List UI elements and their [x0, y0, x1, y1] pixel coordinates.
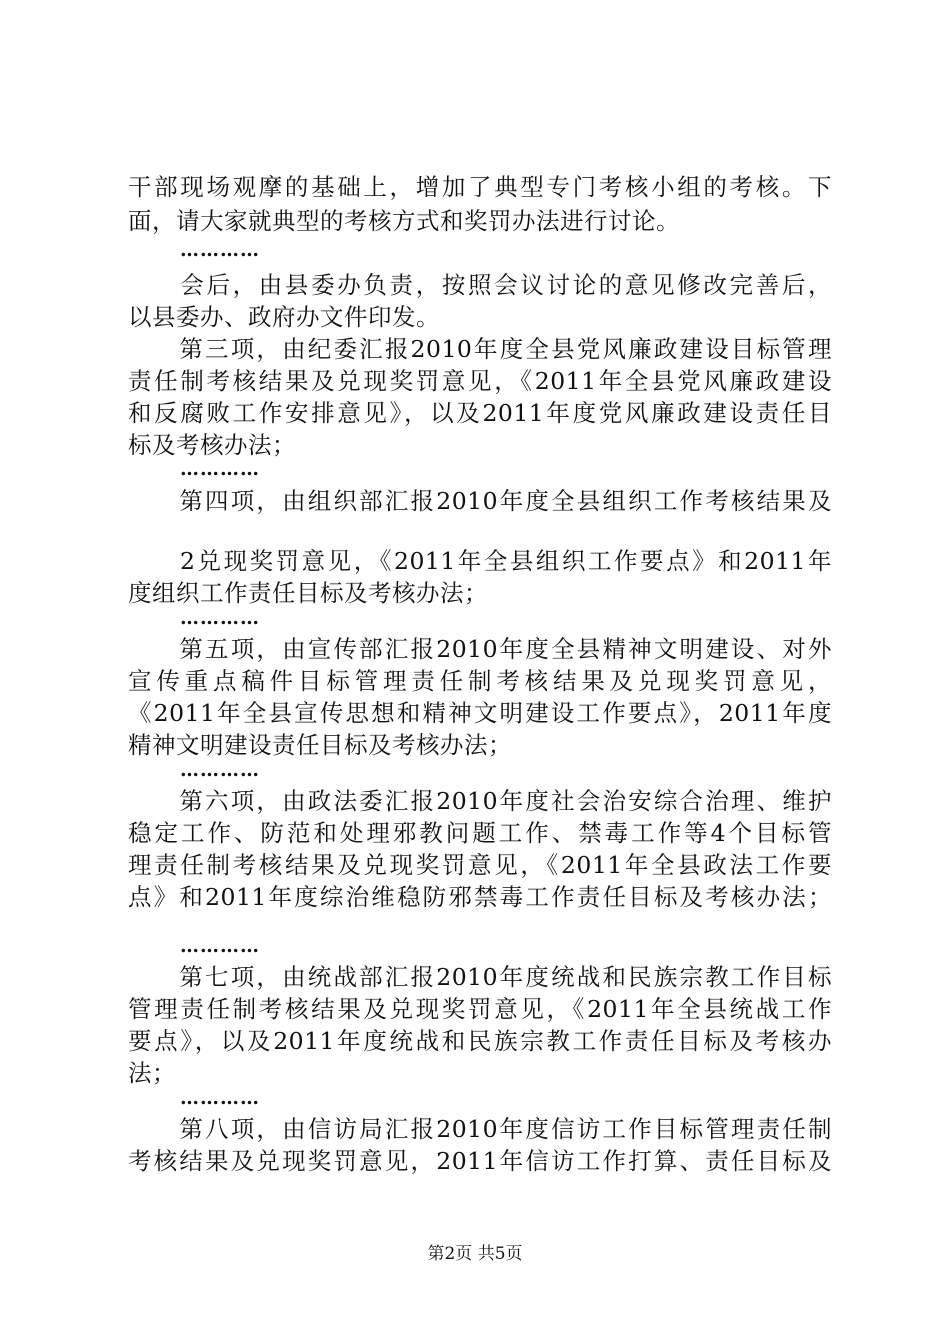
text-line: 第七项，由统战部汇报2010年度统战和民族宗教工作目标 — [128, 963, 832, 991]
text-line: 要点》，以及2011年度统战和民族宗教工作责任目标及考核办 — [128, 1027, 832, 1055]
text-line: 第五项，由宣传部汇报2010年度全县精神文明建设、对外 — [128, 635, 832, 663]
page-footer: 第2页 共5页 — [427, 1244, 523, 1264]
ellipsis-separator: ………… — [180, 458, 260, 480]
text-line: 理责任制考核结果及兑现奖罚意见，《2011年全县政法工作要 — [128, 851, 832, 879]
text-line: 第四项，由组织部汇报2010年度全县组织工作考核结果及 — [128, 487, 832, 515]
text-line: 管理责任制考核结果及兑现奖罚意见，《2011年全县统战工作 — [128, 995, 832, 1023]
text-line: 责任制考核结果及兑现奖罚意见，《2011年全县党风廉政建设 — [128, 367, 832, 395]
text-line: 以县委办、政府办文件印发。 — [128, 303, 440, 331]
text-line: 2兑现奖罚意见，《2011年全县组织工作要点》和2011年 — [128, 547, 832, 575]
text-line: 稳定工作、防范和处理邪教问题工作、禁毒工作等4个目标管 — [128, 819, 832, 847]
text-line: 宣传重点稿件目标管理责任制考核结果及兑现奖罚意见， — [128, 667, 832, 695]
text-line: 考核结果及兑现奖罚意见，2011年信访工作打算、责任目标及 — [128, 1147, 832, 1175]
text-line: 度组织工作责任目标及考核办法； — [128, 579, 488, 607]
text-line: 法； — [128, 1059, 176, 1087]
text-line: 点》和2011年度综治维稳防邪禁毒工作责任目标及考核办法； — [128, 883, 832, 911]
text-line: 精神文明建设责任目标及考核办法； — [128, 731, 512, 759]
text-line: 《2011年全县宣传思想和精神文明建设工作要点》，2011年度 — [128, 699, 832, 727]
text-line: 第三项，由纪委汇报2010年度全县党风廉政建设目标管理 — [128, 335, 832, 363]
ellipsis-separator: ………… — [180, 759, 260, 781]
ellipsis-separator: ………… — [180, 607, 260, 629]
text-line: 和反腐败工作安排意见》，以及2011年度党风廉政建设责任目 — [128, 399, 832, 427]
text-line: 第六项，由政法委汇报2010年度社会治安综合治理、维护 — [128, 787, 832, 815]
ellipsis-separator: ………… — [180, 239, 260, 261]
text-line: 干部现场观摩的基础上，增加了典型专门考核小组的考核。下 — [128, 173, 832, 201]
text-line: 面，请大家就典型的考核方式和奖罚办法进行讨论。 — [128, 207, 680, 235]
ellipsis-separator: ………… — [180, 935, 260, 957]
text-line: 会后，由县委办负责，按照会议讨论的意见修改完善后， — [128, 271, 832, 299]
text-line: 标及考核办法； — [128, 431, 296, 459]
text-line: 第八项，由信访局汇报2010年度信访工作目标管理责任制 — [128, 1115, 832, 1143]
ellipsis-separator: ………… — [180, 1087, 260, 1109]
